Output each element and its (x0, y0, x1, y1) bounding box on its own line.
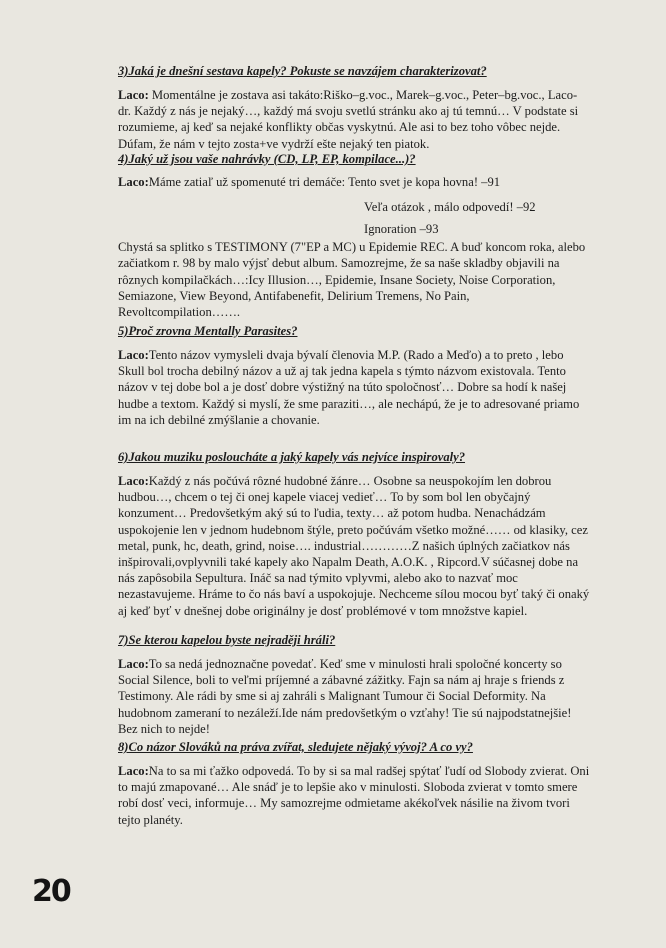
qa-block-4 (118, 152, 590, 167)
release-line-2: Veľa otázok , málo odpovedí! –92 (364, 200, 536, 214)
qa-block-8 (118, 740, 590, 828)
page-number: 20 (32, 874, 70, 909)
answer-text: To sa nedá jednoznačne povedať. Keď sme v minulosti hrali spoločné koncerty so Social Silence, boli to veľmi príjemné a zábavné zážitky. Fajn sa nám aj hraje s friends z Testimony. Ale rádi by sme si aj zahráli s Malignant Tumour či Social Deformity. Na hudobnom zameraní to nezáleží.Ide nám predovšetkým o vzťahy! Tie sú najpodstatnejšie! Bez nich to nejde! (118, 657, 572, 736)
answer-3 (118, 87, 590, 152)
qa-block-7 (118, 633, 590, 737)
question-6: 6)Jakou muziku posloucháte a jaký kapely vás nejvíce inspirovaly? (118, 450, 466, 464)
question-5: 5)Proč zrovna Mentally Parasites? (118, 324, 298, 338)
answer-4-continued: Chystá sa splitko s TESTIMONY (7"EP a MC) u Epidemie REC. A buď koncom roka, alebo začiatkom r. 98 by malo výjsť debut album. Samozrejme, že sa naše skladby objavili na rôznych kompilačkách…:Icy Illusion…, Epidemie, Insane Society, Noise Corporation, Semiazone, View Beyond, Antifabenefit, Delirium Tremens, No Pain, Revoltcompilation……. (118, 240, 586, 320)
answer-speaker: Laco: (118, 657, 149, 671)
answer-speaker: Laco: (118, 764, 149, 778)
release-intro: Máme zatiaľ už spomenuté tri demáče: Tento svet je kopa hovna! –91 (148, 175, 501, 189)
answer-text: Na to sa mi ťažko odpovedá. To by si sa mal radšej spýtať ľudí od Slobody zvierat. Oni to majú zmapované… Ale snáď je to lepšie ako v minulosti. Sloboda zvierat v tomto smere robí dosť veci, informuje… My samozrejme odmietame akékoľvek násilie na živom tvori tejto planéty. (118, 764, 590, 827)
answer-speaker: Laco: (118, 88, 149, 102)
release-line-3: Ignoration –93 (364, 222, 439, 236)
answer-5 (118, 347, 590, 428)
question-8: 8)Co názor Slováků na práva zvířat, sledujete nějaký vývoj? A co vy? (118, 740, 473, 754)
qa-block-3 (118, 64, 590, 152)
qa-block-5 (118, 324, 590, 428)
answer-speaker: Laco: (118, 175, 149, 189)
answer-7 (118, 656, 590, 737)
question-7: 7)Se kterou kapelou byste nejraději hráli? (118, 633, 336, 647)
answer-speaker: Laco: (118, 348, 149, 362)
answer-text: Tento názov vymysleli dvaja bývalí členovia M.P. (Rado a Meďo) a to preto , lebo Skull bol trocha debilný názov a už aj tak jedna kapela s týmto názvom existovala. Tento názov v tej dobe bol a je dosť dobre výstižný na túto spoločnosť… Dobre sa hodí k našej hudbe a textom. Každý si myslí, že sme paraziti…, ale nechápú, že je to adresované priamo im na ich debilné zmýšlanie a chovanie. (118, 348, 580, 427)
question-3: 3)Jaká je dnešní sestava kapely? Pokuste se navzájem charakterizovat? (118, 64, 487, 78)
release-line-1 (118, 174, 500, 190)
qa-block-6 (118, 450, 590, 619)
answer-speaker: Laco: (118, 474, 149, 488)
answer-6 (118, 473, 590, 619)
answer-text: Momentálne je zostava asi takáto:Riško–g.voc., Marek–g.voc., Peter–bg.voc., Laco-dr. Každý z nás je nejaký…, každý má svoju svetlú stránku ako aj tú temnú… V podstate si rozumieme, aj keď sa nejaké konflikty občas vyskytnú. Ale asi to bez toho vôbec nejde. Dúfam, že nám v tejto zosta+ve vydrží ešte nejaký ten piatok. (118, 88, 579, 151)
answer-text: Každý z nás počúvá rôzné hudobné žánre… Osobne sa neuspokojím len dobrou hudbou…, chcem o tej či onej kapele viacej vedieť… To by som bol len obyčajný konzument… Predovšetkým aký sú to ľudia, texty… až potom hudba. Nenachádzám uspokojenie len v jednom hudebnom štýle, preto počúvám všetko možné…… od klasiky, cez metal, punk, hc, death, grind, noise…. industrial…………Z našich úplných začiatkov nás inšpirovali,ovplyvnili také kapely ako Napalm Death, A.O.K. , Ripcord.V súčasnej dobe na nás zapôsobila Sepultura. Ináč sa nad týmito vplyvmi, alebo ako to nazvať moc nezastavujeme. Hráme to čo nás baví a uspokojuje. Nechceme sílou mocou byť taký či onaký aj keď byť v dnešnej dobe originálny je dosť problémové v tom množstve kapiel. (118, 474, 590, 618)
answer-8 (118, 763, 590, 828)
question-4: 4)Jaký už jsou vaše nahrávky (CD, LP, EP, kompilace...)? (118, 152, 416, 166)
